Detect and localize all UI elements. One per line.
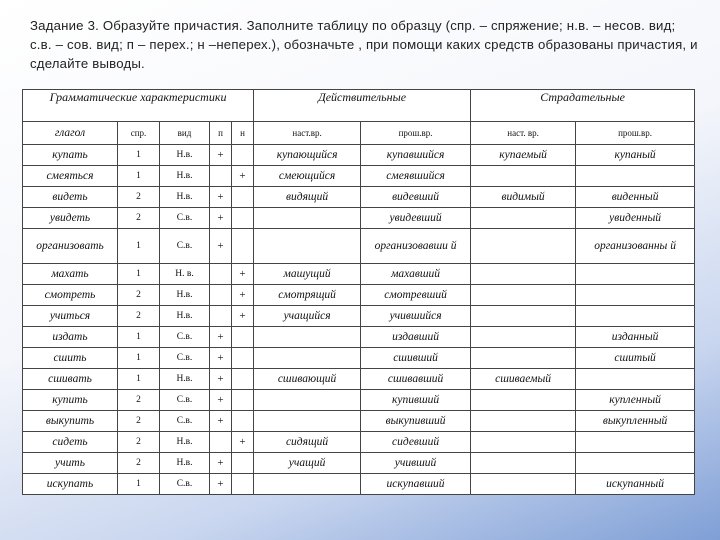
header-row-2 [23, 122, 695, 145]
table-row [23, 187, 695, 208]
header-active: Действительные [254, 90, 471, 122]
participles-table [22, 89, 695, 495]
transitive-cell [210, 285, 232, 306]
conj-cell: 2 [118, 411, 160, 432]
conj-cell: 1 [118, 229, 160, 264]
transitive-cell: + [210, 229, 232, 264]
passive-past-cell: искупанный [576, 474, 695, 495]
conj-cell: 2 [118, 432, 160, 453]
transitive-cell [210, 166, 232, 187]
passive-past-cell: увиденный [576, 208, 695, 229]
passive-present-cell [471, 474, 576, 495]
table-row [23, 411, 695, 432]
active-past-cell: сшивавший [361, 369, 471, 390]
aspect-cell: С.в. [160, 390, 210, 411]
intransitive-cell [232, 145, 254, 166]
conj-cell: 1 [118, 369, 160, 390]
active-present-cell [254, 348, 361, 369]
active-present-cell: купающийся [254, 145, 361, 166]
active-past-cell: махавший [361, 264, 471, 285]
intransitive-cell: + [232, 264, 254, 285]
active-present-cell: учащийся [254, 306, 361, 327]
passive-past-cell [576, 453, 695, 474]
passive-past-cell [576, 166, 695, 187]
active-past-cell: издавший [361, 327, 471, 348]
active-past-cell: искупавший [361, 474, 471, 495]
verb-cell: сшить [23, 348, 118, 369]
passive-past-cell: организованны й [576, 229, 695, 264]
transitive-cell [210, 306, 232, 327]
active-present-cell: видящий [254, 187, 361, 208]
active-past-cell: купавшийся [361, 145, 471, 166]
active-present-cell: смотрящий [254, 285, 361, 306]
passive-present-cell [471, 390, 576, 411]
passive-present-cell [471, 264, 576, 285]
intransitive-cell [232, 411, 254, 432]
verb-cell: организовать [23, 229, 118, 264]
conj-cell: 2 [118, 390, 160, 411]
aspect-cell: Н. в. [160, 264, 210, 285]
transitive-cell: + [210, 390, 232, 411]
header-pass-past: прош.вр. [576, 122, 695, 145]
passive-present-cell [471, 453, 576, 474]
aspect-cell: С.в. [160, 327, 210, 348]
aspect-cell: С.в. [160, 348, 210, 369]
active-past-cell: выкупивший [361, 411, 471, 432]
conj-cell: 1 [118, 264, 160, 285]
conj-cell: 2 [118, 453, 160, 474]
intransitive-cell [232, 369, 254, 390]
intransitive-cell [232, 390, 254, 411]
table-row [23, 327, 695, 348]
aspect-cell: С.в. [160, 411, 210, 432]
transitive-cell: + [210, 453, 232, 474]
passive-past-cell [576, 285, 695, 306]
header-conj: спр. [118, 122, 160, 145]
header-intrans: н [232, 122, 254, 145]
active-past-cell: купивший [361, 390, 471, 411]
verb-cell: искупать [23, 474, 118, 495]
transitive-cell: + [210, 187, 232, 208]
passive-present-cell [471, 285, 576, 306]
table-row [23, 145, 695, 166]
intransitive-cell: + [232, 285, 254, 306]
header-act-past: прош.вр. [361, 122, 471, 145]
verb-cell: сидеть [23, 432, 118, 453]
intransitive-cell [232, 187, 254, 208]
passive-past-cell: сшитый [576, 348, 695, 369]
transitive-cell: + [210, 474, 232, 495]
active-past-cell: организовавши й [361, 229, 471, 264]
aspect-cell: Н.в. [160, 453, 210, 474]
conj-cell: 2 [118, 285, 160, 306]
table-row [23, 432, 695, 453]
table-row [23, 166, 695, 187]
table-row [23, 474, 695, 495]
verb-cell: купить [23, 390, 118, 411]
conj-cell: 2 [118, 187, 160, 208]
intransitive-cell: + [232, 166, 254, 187]
header-trans: п [210, 122, 232, 145]
active-present-cell [254, 411, 361, 432]
transitive-cell: + [210, 145, 232, 166]
intransitive-cell: + [232, 306, 254, 327]
intransitive-cell [232, 453, 254, 474]
aspect-cell: Н.в. [160, 187, 210, 208]
passive-present-cell [471, 432, 576, 453]
active-present-cell: сшивающий [254, 369, 361, 390]
passive-present-cell: видимый [471, 187, 576, 208]
active-past-cell: смотревший [361, 285, 471, 306]
active-past-cell: сшивший [361, 348, 471, 369]
conj-cell: 1 [118, 166, 160, 187]
transitive-cell: + [210, 348, 232, 369]
verb-cell: купать [23, 145, 118, 166]
intransitive-cell [232, 327, 254, 348]
conj-cell: 1 [118, 145, 160, 166]
passive-present-cell [471, 166, 576, 187]
passive-present-cell [471, 411, 576, 432]
verb-cell: видеть [23, 187, 118, 208]
active-present-cell: сидящий [254, 432, 361, 453]
active-past-cell: видевший [361, 187, 471, 208]
active-present-cell [254, 208, 361, 229]
header-aspect: вид [160, 122, 210, 145]
passive-past-cell [576, 432, 695, 453]
table-row [23, 306, 695, 327]
aspect-cell: С.в. [160, 474, 210, 495]
passive-past-cell: купленный [576, 390, 695, 411]
aspect-cell: Н.в. [160, 432, 210, 453]
aspect-cell: Н.в. [160, 145, 210, 166]
intransitive-cell [232, 474, 254, 495]
transitive-cell: + [210, 208, 232, 229]
table-row [23, 229, 695, 264]
table-row [23, 348, 695, 369]
passive-present-cell [471, 306, 576, 327]
passive-past-cell: виденный [576, 187, 695, 208]
active-past-cell: учившийся [361, 306, 471, 327]
aspect-cell: Н.в. [160, 285, 210, 306]
passive-past-cell [576, 306, 695, 327]
aspect-cell: Н.в. [160, 369, 210, 390]
active-present-cell: машущий [254, 264, 361, 285]
transitive-cell: + [210, 327, 232, 348]
verb-cell: выкупить [23, 411, 118, 432]
conj-cell: 2 [118, 208, 160, 229]
header-row-1 [23, 90, 695, 122]
conj-cell: 1 [118, 348, 160, 369]
active-present-cell [254, 474, 361, 495]
conj-cell: 1 [118, 474, 160, 495]
verb-cell: учить [23, 453, 118, 474]
verb-cell: издать [23, 327, 118, 348]
header-verb: глагол [23, 122, 118, 145]
aspect-cell: Н.в. [160, 306, 210, 327]
aspect-cell: С.в. [160, 229, 210, 264]
table-row [23, 453, 695, 474]
intransitive-cell [232, 208, 254, 229]
active-past-cell: смеявшийся [361, 166, 471, 187]
aspect-cell: С.в. [160, 208, 210, 229]
table-row [23, 369, 695, 390]
active-present-cell: смеющийся [254, 166, 361, 187]
header-grammar: Грамматические характеристики [23, 90, 254, 122]
passive-present-cell: сшиваемый [471, 369, 576, 390]
active-past-cell: сидевший [361, 432, 471, 453]
conj-cell: 2 [118, 306, 160, 327]
active-present-cell [254, 229, 361, 264]
header-act-present: наст.вр. [254, 122, 361, 145]
passive-past-cell: изданный [576, 327, 695, 348]
active-present-cell [254, 390, 361, 411]
active-past-cell: увидевший [361, 208, 471, 229]
transitive-cell [210, 432, 232, 453]
header-passive: Страдательные [471, 90, 695, 122]
passive-present-cell [471, 348, 576, 369]
conj-cell: 1 [118, 327, 160, 348]
table-row [23, 264, 695, 285]
transitive-cell: + [210, 411, 232, 432]
verb-cell: сшивать [23, 369, 118, 390]
table-row [23, 390, 695, 411]
task-text: Задание 3. Образуйте причастия. Заполните таблицу по образцу (спр. – спряжение; н.в. – несов. вид; с.в. – сов. вид; п – перех.; н –неперех.), обозначьте , при помощи каких средств образованы причастия, и сделайте выводы. [30, 18, 698, 71]
intransitive-cell [232, 229, 254, 264]
verb-cell: смотреть [23, 285, 118, 306]
passive-past-cell [576, 369, 695, 390]
intransitive-cell [232, 348, 254, 369]
table-row [23, 285, 695, 306]
passive-present-cell: купаемый [471, 145, 576, 166]
verb-cell: смеяться [23, 166, 118, 187]
active-past-cell: учивший [361, 453, 471, 474]
verb-cell: махать [23, 264, 118, 285]
active-present-cell [254, 327, 361, 348]
transitive-cell [210, 264, 232, 285]
header-pass-present: наст. вр. [471, 122, 576, 145]
transitive-cell: + [210, 369, 232, 390]
intransitive-cell: + [232, 432, 254, 453]
passive-present-cell [471, 327, 576, 348]
passive-past-cell: выкупленный [576, 411, 695, 432]
table-row [23, 208, 695, 229]
passive-present-cell [471, 208, 576, 229]
active-present-cell: учащий [254, 453, 361, 474]
passive-past-cell [576, 264, 695, 285]
aspect-cell: Н.в. [160, 166, 210, 187]
verb-cell: учиться [23, 306, 118, 327]
verb-cell: увидеть [23, 208, 118, 229]
passive-present-cell [471, 229, 576, 264]
passive-past-cell: купаный [576, 145, 695, 166]
